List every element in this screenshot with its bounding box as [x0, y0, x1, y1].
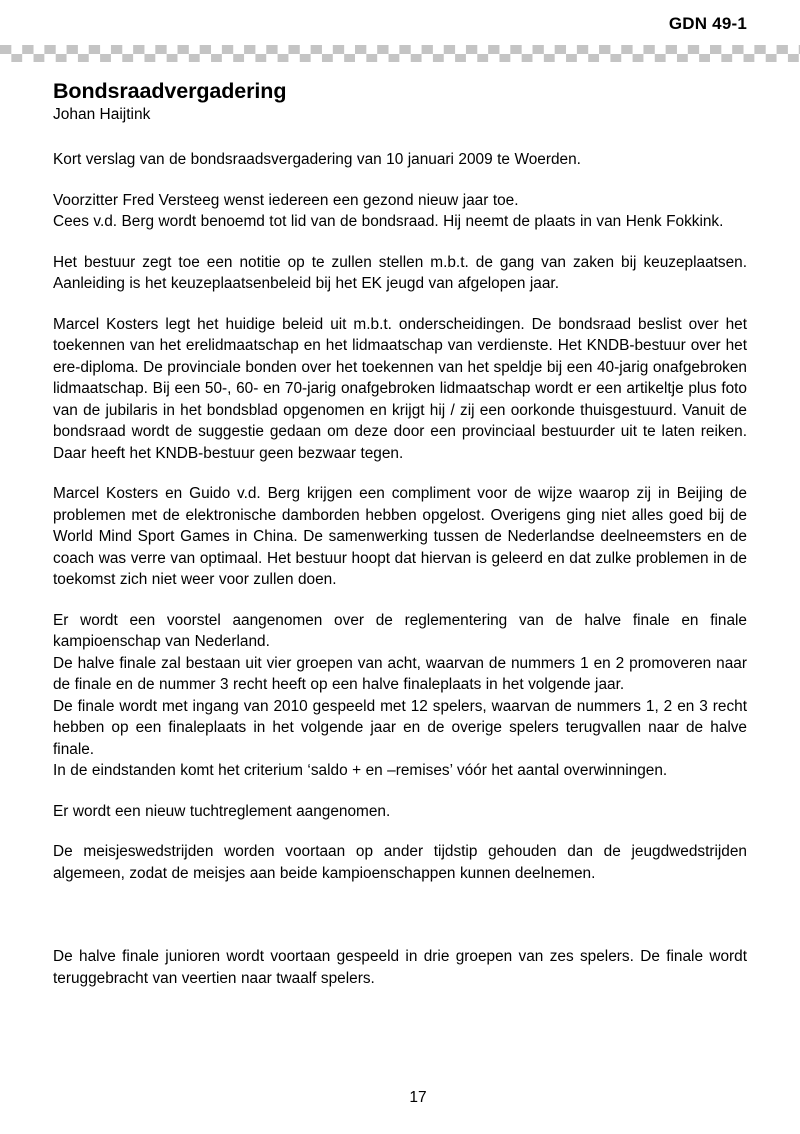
checkerboard-row-bottom: [0, 54, 800, 63]
checkerboard-divider: [0, 45, 800, 62]
paragraph-girls-competitions: De meisjeswedstrijden worden voortaan op ander tijdstip gehouden dan de jeugdwedstrijden algemeen, zodat de meisjes aan beide kampioenschappen kunnen deelnemen.: [53, 843, 747, 882]
paragraph-awards-policy: Marcel Kosters legt het huidige beleid uit m.b.t. onderscheidingen. De bondsraad beslist over het toekennen van het erelidmaatschap en het lidmaatschap van verdienste. Het KNDB-bestuur over het ere-diploma. De provinciale bonden over het toekennen van het speldje bij een 40-jarig onafgebroken lidmaatschap. Bij een 50-, 60- en 70-jarig onafgebroken lidmaatschap wordt er een artikeltje plus foto van de jubilaris in het bondsblad opgenomen en krijgt hij / zij een oorkonde thuisgestuurd. Vanuit de bondsraad wordt de suggestie gedaan om deze door een provinciaal bestuurder uit te laten reiken. Daar heeft het KNDB-bestuur geen bezwaar tegen.: [53, 315, 747, 462]
paragraph-chairman-greeting: Voorzitter Fred Versteeg wenst iedereen een gezond nieuw jaar toe.: [53, 191, 519, 209]
paragraph-beijing-compliment: Marcel Kosters en Guido v.d. Berg krijgen een compliment voor de wijze waarop zij in Beijing de problemen met de elektronische damborden hebben opgelost. Overigens ging niet alles goed bij de World Mind Sport Games in China. De samenwerking tussen de Nederlandse deelneemsters en de coach was verre van optimaal. Het bestuur hoopt dat hiervan is geleerd en dat zulke problemen in de toekomst zich niet weer voor zullen doen.: [53, 485, 747, 588]
paragraph-proposal-regulation: Er wordt een voorstel aangenomen over de reglementering van de halve finale en finale kampioenschap van Nederland.: [53, 611, 747, 650]
paragraph-tiebreak-criterion: In de eindstanden komt het criterium ‘saldo + en –remises’ vóór het aantal overwinningen.: [53, 762, 668, 779]
paragraph-disciplinary-regulation: Er wordt een nieuw tuchtreglement aangenomen.: [53, 802, 391, 820]
checkerboard-row-top: [0, 45, 800, 54]
issue-identifier: GDN 49-1: [668, 14, 747, 33]
page-header: [0, 0, 800, 44]
article-title: Bondsraadvergadering: [53, 79, 287, 103]
article: [53, 78, 747, 1008]
article-body: [53, 149, 747, 989]
paragraph-intro: Kort verslag van de bondsraadsvergadering van 10 januari 2009 te Woerden.: [53, 151, 581, 168]
article-author: Johan Haijtink: [53, 106, 151, 123]
paragraph-final-format: De finale wordt met ingang van 2010 gespeeld met 12 spelers, waarvan de nummers 1, 2 en 3 recht hebben op een finaleplaats in het volgende jaar en de overige spelers terugvallen naar de halve finale.: [53, 697, 747, 758]
paragraph-semifinal-format: De halve finale zal bestaan uit vier groepen van acht, waarvan de nummers 1 en 2 promoveren naar de finale en de nummer 3 recht heeft op een halve finaleplaats in het volgende jaar.: [53, 654, 747, 693]
page-footer: [0, 1088, 800, 1108]
page-number: 17: [409, 1089, 427, 1106]
paragraph-selection-places: Het bestuur zegt toe een notitie op te zullen stellen m.b.t. de gang van zaken bij keuzeplaatsen. Aanleiding is het keuzeplaatsenbeleid bij het EK jeugd van afgelopen jaar.: [53, 253, 747, 292]
paragraph-new-member: Cees v.d. Berg wordt benoemd tot lid van de bondsraad. Hij neemt de plaats in van Henk Fokkink.: [53, 213, 724, 230]
paragraph-juniors-semifinal: De halve finale junioren wordt voortaan gespeeld in drie groepen van zes spelers. De finale wordt teruggebracht van veertien naar twaalf spelers.: [53, 948, 747, 987]
